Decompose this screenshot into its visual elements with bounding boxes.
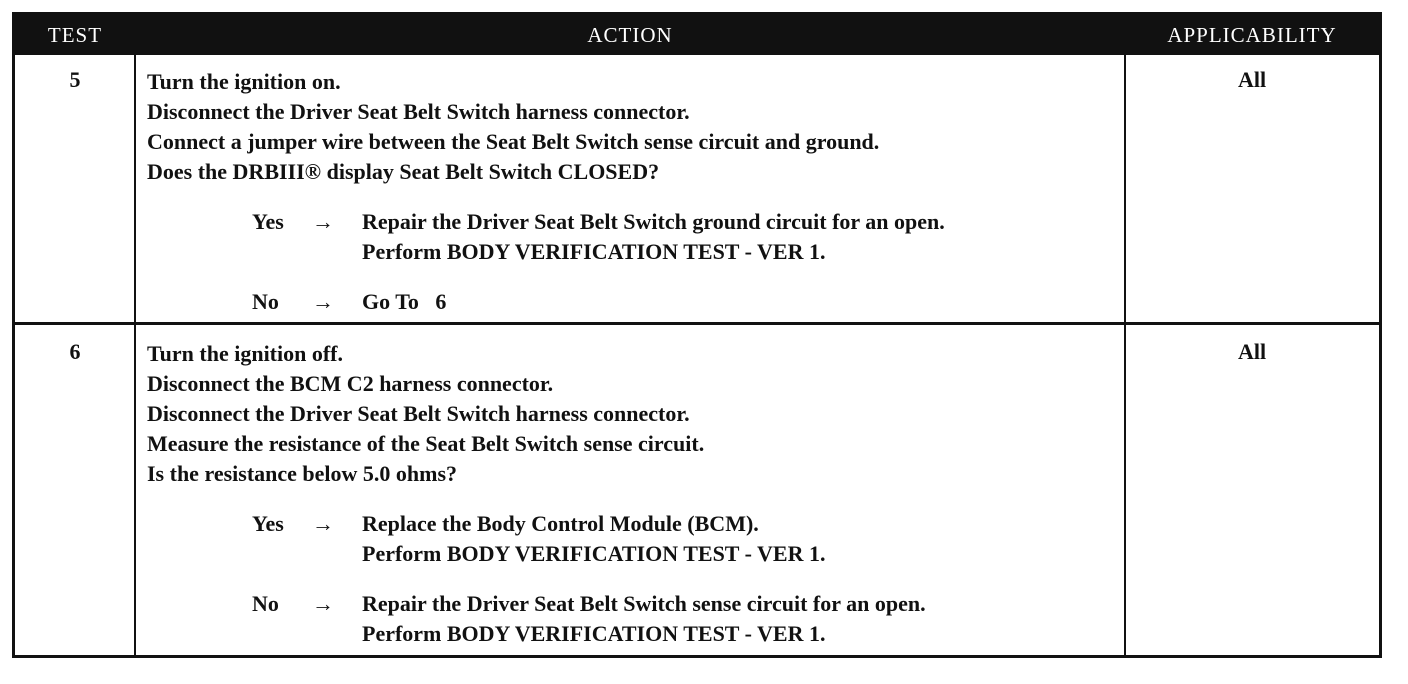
no-label: No — [252, 591, 279, 616]
test-number: 5 — [69, 67, 81, 92]
no-label: No — [252, 289, 279, 314]
yes-label: Yes — [252, 511, 284, 536]
arrow-icon: → — [312, 591, 334, 616]
table-header — [15, 15, 1379, 55]
diagnostic-table — [12, 12, 1382, 658]
arrow-icon: → — [312, 511, 334, 536]
answer-text: Repair the Driver Seat Belt Switch ground circuit for an open. — [362, 209, 945, 234]
arrow-icon: → — [312, 209, 334, 234]
no-answer — [252, 589, 1117, 649]
answer-text: Repair the Driver Seat Belt Switch sense circuit for an open. — [362, 591, 926, 616]
step-text: Measure the resistance of the Seat Belt Switch sense circuit. — [147, 431, 705, 456]
yes-answer — [252, 207, 1117, 267]
step-text: Disconnect the BCM C2 harness connector. — [147, 371, 554, 396]
arrow-icon: → — [312, 289, 334, 314]
header-applicability: APPLICABILITY — [1167, 23, 1337, 47]
no-answer — [252, 287, 1117, 317]
step-text: Is the resistance below 5.0 ohms? — [147, 461, 458, 486]
answer-text: Perform BODY VERIFICATION TEST - VER 1. — [362, 621, 826, 646]
step-text: Does the DRBIII® display Seat Belt Switch CLOSED? — [147, 159, 660, 184]
step-text: Turn the ignition on. — [147, 69, 341, 94]
answer-text: Perform BODY VERIFICATION TEST - VER 1. — [362, 239, 826, 264]
answer-text: Replace the Body Control Module (BCM). — [362, 511, 759, 536]
step-text: Disconnect the Driver Seat Belt Switch harness connector. — [147, 401, 690, 426]
applicability-value: All — [1237, 339, 1267, 364]
answer-text: Go To 6 — [362, 289, 447, 314]
answer-text: Perform BODY VERIFICATION TEST - VER 1. — [362, 541, 826, 566]
table-row — [15, 327, 1379, 655]
action-cell — [147, 67, 1117, 317]
header-test: TEST — [47, 23, 103, 47]
action-cell — [147, 339, 1117, 649]
step-text: Disconnect the Driver Seat Belt Switch harness connector. — [147, 99, 690, 124]
applicability-value: All — [1237, 67, 1267, 92]
table-row — [15, 55, 1379, 325]
yes-label: Yes — [252, 209, 284, 234]
step-text: Connect a jumper wire between the Seat Belt Switch sense circuit and ground. — [147, 129, 880, 154]
test-number: 6 — [69, 339, 81, 364]
header-action: ACTION — [587, 23, 673, 47]
step-text: Turn the ignition off. — [147, 341, 344, 366]
yes-answer — [252, 509, 1117, 569]
